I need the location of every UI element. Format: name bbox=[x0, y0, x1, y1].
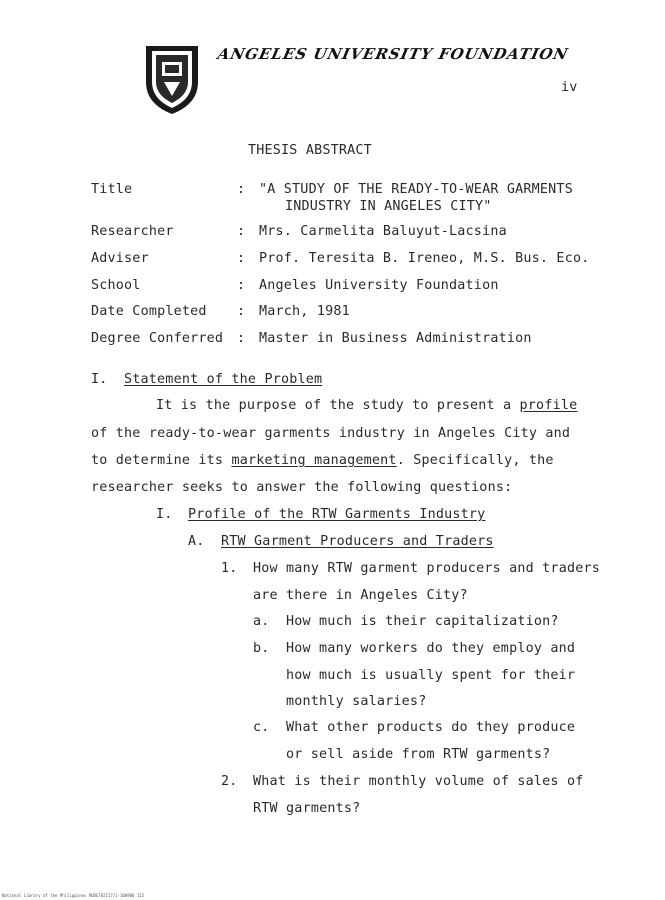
field-colon: : bbox=[237, 331, 246, 346]
text-run: It is the purpose of the study to present a bbox=[156, 398, 520, 413]
university-seal-logo bbox=[140, 42, 204, 116]
field-colon: : bbox=[237, 304, 246, 319]
question-text: are there in Angeles City? bbox=[253, 588, 468, 603]
outline-marker: c. bbox=[253, 720, 270, 735]
question-text: How many RTW garment producers and traders bbox=[253, 561, 600, 576]
field-value: Master in Business Administration bbox=[259, 331, 532, 346]
question-text: What is their monthly volume of sales of bbox=[253, 774, 584, 789]
text-run: to determine its bbox=[91, 453, 232, 468]
underlined-text-run: marketing management bbox=[231, 453, 397, 468]
outline-marker: a. bbox=[253, 614, 270, 629]
outline-marker: 2. bbox=[221, 774, 238, 789]
paragraph-line: of the ready-to-wear garments industry in Angeles City and bbox=[91, 426, 571, 441]
page-number: iv bbox=[561, 80, 578, 95]
field-colon: : bbox=[237, 251, 246, 266]
university-banner: ANGELES UNIVERSITY FOUNDATION bbox=[216, 45, 571, 63]
underlined-text-run: profile bbox=[519, 398, 578, 413]
question-text: monthly salaries? bbox=[286, 694, 427, 709]
field-label: Degree Conferred bbox=[91, 331, 224, 346]
field-value: March, 1981 bbox=[259, 304, 350, 319]
field-value-continuation: INDUSTRY IN ANGELES CITY" bbox=[285, 199, 492, 214]
field-colon: : bbox=[237, 224, 246, 239]
field-value: Angeles University Foundation bbox=[259, 278, 499, 293]
question-text: What other products do they produce bbox=[286, 720, 576, 735]
outline-marker: I. bbox=[156, 507, 173, 522]
field-label: Researcher bbox=[91, 224, 174, 239]
field-label: Adviser bbox=[91, 251, 149, 266]
section-title: Statement of the Problem bbox=[124, 372, 323, 387]
field-value: Prof. Teresita B. Ireneo, M.S. Bus. Eco. bbox=[259, 251, 590, 266]
text-run: . Specifically, the bbox=[396, 453, 554, 468]
outline-marker: 1. bbox=[221, 561, 238, 576]
field-value: "A STUDY OF THE READY-TO-WEAR GARMENTS bbox=[259, 182, 573, 197]
outline-marker: A. bbox=[188, 534, 205, 549]
field-label: Date Completed bbox=[91, 304, 207, 319]
question-text: How many workers do they employ and bbox=[286, 641, 576, 656]
field-label: School bbox=[91, 278, 141, 293]
paragraph-line bbox=[91, 453, 554, 468]
section-number: I. bbox=[91, 372, 108, 387]
question-text: RTW garments? bbox=[253, 801, 361, 816]
outline-subheading: RTW Garment Producers and Traders bbox=[221, 534, 494, 549]
field-value: Mrs. Carmelita Baluyut-Lacsina bbox=[259, 224, 507, 239]
question-text: How much is their capitalization? bbox=[286, 614, 559, 629]
field-label: Title bbox=[91, 182, 133, 197]
question-text: how much is usually spent for their bbox=[286, 668, 576, 683]
paragraph-line bbox=[156, 398, 577, 413]
outline-heading: Profile of the RTW Garments Industry bbox=[188, 507, 486, 522]
field-colon: : bbox=[237, 278, 246, 293]
outline-marker: b. bbox=[253, 641, 270, 656]
abstract-heading: THESIS ABSTRACT bbox=[248, 143, 372, 158]
scan-footer: National Library of the Philippines RUDGT02157/1-100908 115 bbox=[2, 893, 145, 898]
question-text: or sell aside from RTW garments? bbox=[286, 747, 551, 762]
paragraph-line: researcher seeks to answer the following questions: bbox=[91, 480, 513, 495]
field-colon: : bbox=[237, 182, 246, 197]
